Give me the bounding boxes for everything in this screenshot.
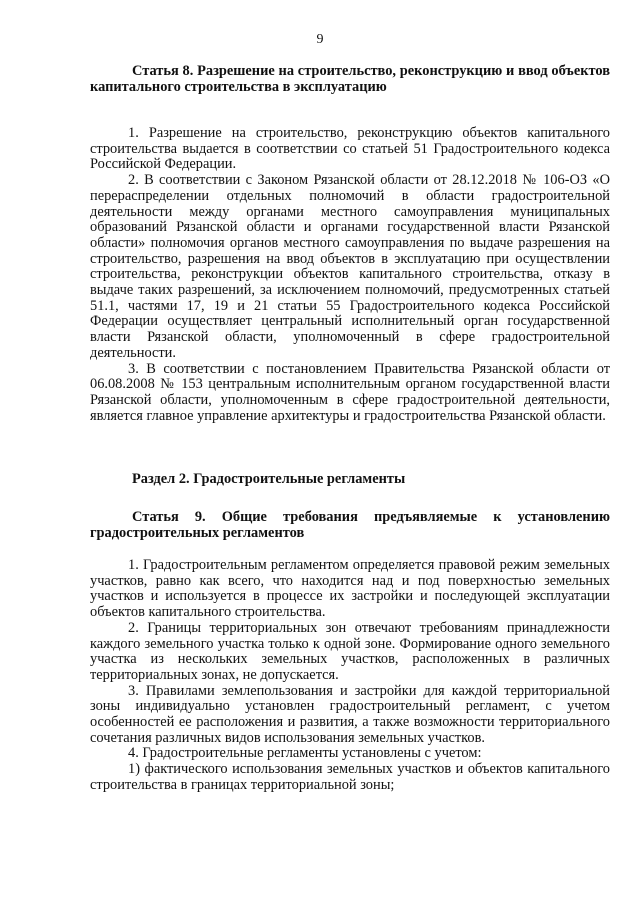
article-9-body (90, 558, 610, 794)
article-8-paragraph: 3. В соответствии с постановлением Правительства Рязанской области от 06.08.2008 № 153 центральным исполнительным органом государственной власти Рязанской области, уполномоченным в сфере градостроительной деятельности, является главное управление архитектуры и градостроительства Рязанской области. (90, 360, 610, 424)
article-9-heading: Статья 9. Общие требования предъявляемые к установлению градостроительных регламентов (90, 509, 610, 541)
article-8-body (90, 126, 610, 424)
article-9-paragraph: 1. Градостроительным регламентом определяется правовой режим земельных участков, равно как всего, что находится над и под поверхностью земельных участков и используется в процессе их застройки и последующей эксплуатации объектов капитального строительства. (90, 557, 610, 621)
article-9-paragraph: 1) фактического использования земельных участков и объектов капитального строительства в границах территориальной зоны; (90, 761, 610, 793)
article-8-heading: Статья 8. Разрешение на строительство, реконструкцию и ввод объектов капитального строительства в эксплуатацию (90, 63, 610, 95)
page-number: 9 (316, 32, 324, 47)
article-8-paragraph: 1. Разрешение на строительство, реконструкцию объектов капитального строительства выдается в соответствии со статьей 51 Градостроительного кодекса Российской Федерации. (90, 125, 610, 173)
article-9-paragraph: 4. Градостроительные регламенты установлены с учетом: (128, 745, 482, 762)
section-2-heading: Раздел 2. Градостроительные регламенты (132, 471, 406, 487)
article-9-paragraph: 3. Правилами землепользования и застройки для каждой территориальной зоны индивидуально установлен градостроительный регламент, с учетом особенностей ее расположения и развития, а также возможности территориального сочетания различных видов использования земельных участков. (90, 682, 610, 746)
article-9-paragraph: 2. Границы территориальных зон отвечают требованиям принадлежности каждого земельного участка только к одной зоне. Формирование одного земельного участка из нескольких земельных участков, расположенных в различных территориальных зонах, не допускается. (90, 619, 610, 683)
article-8-paragraph: 2. В соответствии с Законом Рязанской области от 28.12.2018 № 106-ОЗ «О перераспределении отдельных полномочий в области градостроительной деятельности между органами местного самоуправления муниципальных образований Рязанской области и органами государственной власти Рязанской области» полномочия органов местного самоуправления по выдаче разрешения на строительство, разрешения на ввод объектов в эксплуатацию при осуществлении строительства, реконструкции объектов капитального строительства, отказу в выдаче таких разрешений, за исключением полномочий, предусмотренных статьей 51.1, частями 17, 19 и 21 статьи 55 Градостроительного кодекса Российской Федерации осуществляет центральный исполнительный орган государственной власти Рязанской области, уполномоченный в сфере градостроительной деятельности. (90, 172, 610, 361)
